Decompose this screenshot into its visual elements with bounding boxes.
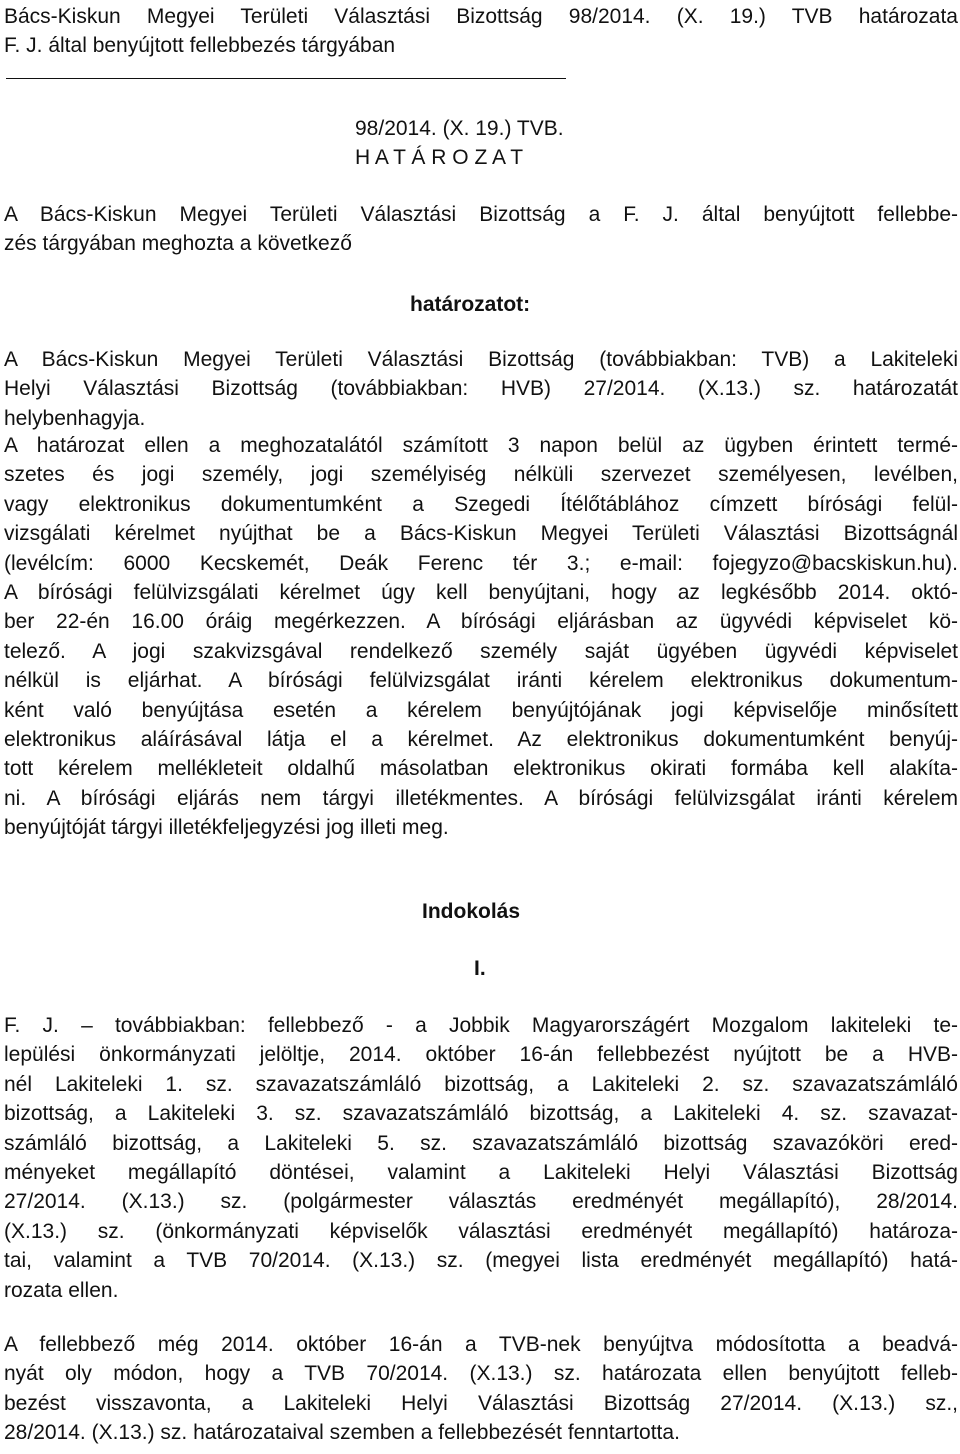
paragraph-line: szetes és jogi személy, jogi személyiség nélküli szervezet személyesen, levélben, (4, 463, 958, 487)
paragraph-line: (X.13.) sz. (önkormányzati képviselők választási eredményét megállapító) határoza- (4, 1219, 958, 1243)
paragraph-line: vagy elektronikus dokumentumként a Szegedi Ítélőtáblához címzett bírósági felül- (4, 492, 958, 516)
paragraph-line: ményeket megállapító döntései, valamint a Lakiteleki Helyi Választási Bizottság (4, 1161, 958, 1185)
paragraph-line: ni. A bírósági eljárás nem tárgyi illetékmentes. A bírósági felülvizsgálat iránti kérelem (4, 786, 958, 810)
paragraph-line: tai, valamint a TVB 70/2014. (X.13.) sz. (megyei lista eredményét megállapító) hatá- (4, 1249, 958, 1273)
decision-number: 98/2014. (X. 19.) TVB. (355, 117, 564, 140)
paragraph-line: elektronikus aláírásával látja el a kérelmet. Az elektronikus dokumentumként benyúj- (4, 728, 958, 752)
paragraph-line: telező. A jogi szakvizsgával rendelkező személy saját ügyében ügyvédi képviselet (4, 639, 958, 663)
decision-heading: H A T Á R O Z A T (355, 146, 524, 170)
paragraph-line: Helyi Választási Bizottság (továbbiakban: HVB) 27/2014. (X.13.) sz. határozatát (4, 377, 958, 401)
decision-title-block (355, 114, 755, 173)
verdict-paragraph (4, 345, 958, 433)
verdict-label: határozatot: (410, 293, 531, 316)
paragraph-line: vizsgálati kérelmet nyújthat be a Bács-Kiskun Megyei Területi Választási Bizottságnál (4, 522, 958, 546)
paragraph-line: rozata ellen. (4, 1278, 119, 1302)
paragraph-line: ber 22-én 16.00 óráig megérkezzen. A bírósági eljárásban az ügyvédi képviselet kö- (4, 610, 958, 634)
paragraph-line: ként való benyújtása esetén a kérelem benyújtójának jogi képviselője minősített (4, 698, 958, 722)
paragraph-line: A fellebbező még 2014. október 16-án a TVB-nek benyújtva módosította a beadvá- (4, 1333, 958, 1356)
paragraph-line: A bírósági felülvizsgálati kérelmet úgy kell benyújtani, hogy az legkésőbb 2014. októ- (4, 581, 958, 605)
paragraph-line: számláló bizottság, a Lakiteleki 5. sz. szavazatszámláló bizottság szavazóköri ered- (4, 1131, 958, 1155)
paragraph-line: benyújtóját tárgyi illetékfeljegyzési jog illeti meg. (4, 816, 449, 840)
header-line: F. J. által benyújtott fellebbezés tárgyában (4, 34, 396, 58)
paragraph-line: helybenhagyja. (4, 406, 146, 430)
paragraph-line: F. J. – továbbiakban: fellebbező - a Jobbik Magyarországért Mozgalom lakiteleki te- (4, 1014, 958, 1037)
paragraph-line: nél Lakiteleki 1. sz. szavazatszámláló bizottság, a Lakiteleki 2. sz. szavazatszámláló (4, 1072, 958, 1096)
decision-intro (4, 200, 958, 259)
paragraph-line: nyát oly módon, hogy a TVB 70/2014. (X.13.) sz. határozata ellen benyújtott felleb- (4, 1362, 958, 1386)
paragraph-line: A Bács-Kiskun Megyei Területi Választási Bizottság a F. J. által benyújtott fellebbe- (4, 203, 958, 226)
paragraph-line: A Bács-Kiskun Megyei Területi Választási Bizottság (továbbiakban: TVB) a Lakiteleki (4, 348, 958, 371)
paragraph-line: 27/2014. (X.13.) sz. (polgármester választás eredményét megállapító), 28/2014. (4, 1190, 958, 1214)
paragraph-line: bezést visszavonta, a Lakiteleki Helyi Választási Bizottság 27/2014. (X.13.) sz., (4, 1391, 958, 1415)
paragraph-line: bizottság, a Lakiteleki 3. sz. szavazatszámláló bizottság, a Lakiteleki 4. sz. szavazat- (4, 1102, 958, 1126)
reasoning-section-number: I. (474, 957, 486, 980)
document-header (4, 2, 958, 61)
paragraph-line: A határozat ellen a meghozatalától számított 3 napon belül az ügyben érintett termé- (4, 434, 958, 457)
header-line: Bács-Kiskun Megyei Területi Választási Bizottság 98/2014. (X. 19.) TVB határozata (4, 5, 958, 28)
reasoning-paragraph-2 (4, 1330, 958, 1448)
paragraph-line: zés tárgyában meghozta a következő (4, 232, 352, 256)
remedy-paragraph (4, 431, 958, 843)
paragraph-line: lepülési önkormányzati jelöltje, 2014. október 16-án fellebbezést nyújtott be a HVB- (4, 1043, 958, 1067)
paragraph-line: nélkül is eljárhat. A bírósági felülvizsgálat iránti kérelem elektronikus dokumentum- (4, 669, 958, 693)
paragraph-line: (levélcím: 6000 Kecskemét, Deák Ferenc tér 3.; e-mail: fojegyzo@bacskiskun.hu). (4, 551, 958, 575)
header-divider (6, 78, 566, 79)
paragraph-line: tott kérelem mellékleteit oldalhű másolatban elektronikus okirati formába kell alakíta- (4, 757, 958, 781)
reasoning-paragraph-1 (4, 1011, 958, 1305)
paragraph-line: 28/2014. (X.13.) sz. határozataival szemben a fellebbezését fenntartotta. (4, 1421, 680, 1445)
reasoning-heading: Indokolás (422, 900, 521, 923)
